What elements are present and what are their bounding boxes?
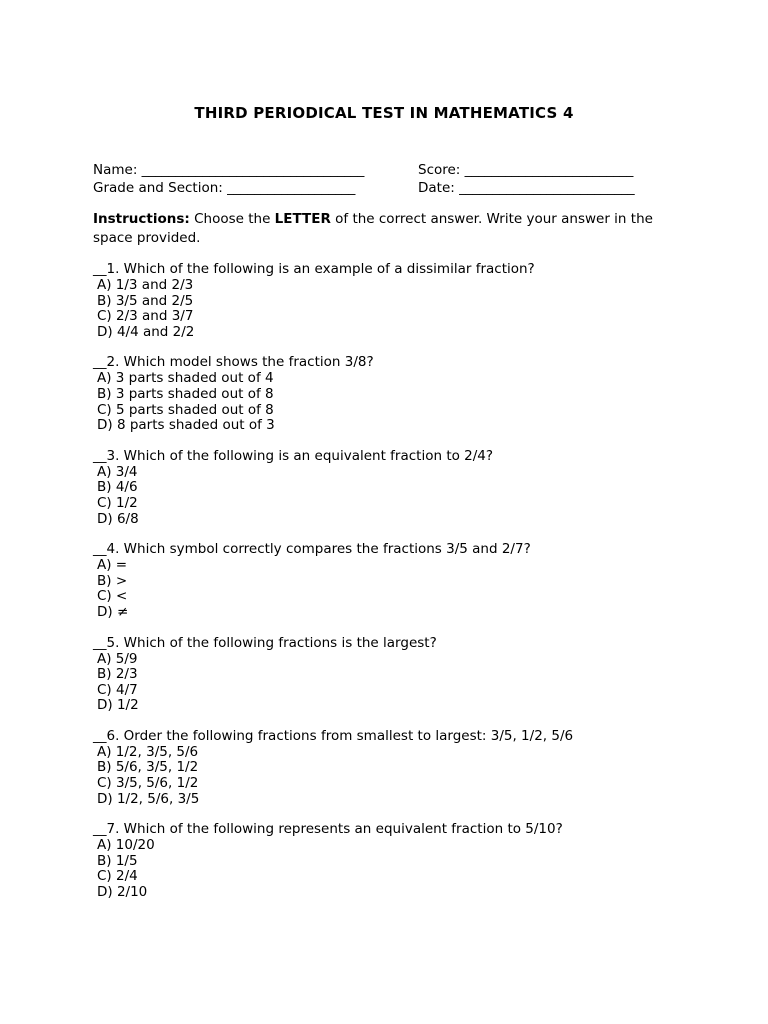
- question-1: [93, 261, 693, 340]
- question-text: __7. Which of the following represents an equivalent fraction to 5/10?: [93, 821, 563, 838]
- option-a: A) 3/4: [97, 463, 138, 480]
- question-text: __4. Which symbol correctly compares the fractions 3/5 and 2/7?: [93, 541, 531, 558]
- option-b: B) 2/3: [97, 666, 138, 683]
- option-a: A) 1/3 and 2/3: [97, 277, 194, 293]
- option-d: D) ≠: [97, 603, 129, 620]
- option-b: B) 1/5: [97, 852, 138, 869]
- question-list: [93, 261, 693, 915]
- option-a: A) 3 parts shaded out of 4: [97, 370, 274, 387]
- option-a: A) 10/20: [97, 837, 155, 854]
- option-c: C) 2/4: [97, 868, 138, 885]
- instructions-emphasis: LETTER: [274, 211, 331, 227]
- page-title: THIRD PERIODICAL TEST IN MATHEMATICS 4: [194, 104, 574, 122]
- option-a: A) =: [97, 557, 128, 574]
- option-c: C) <: [97, 588, 128, 605]
- option-c: C) 5 parts shaded out of 8: [97, 401, 274, 418]
- option-d: D) 1/2: [97, 697, 139, 714]
- instructions-text-2: of the correct answer. Write your answer in the space provided.: [93, 211, 653, 246]
- grade-section-field: Grade and Section: ___________________: [93, 180, 356, 196]
- name-field: Name: _________________________________: [93, 162, 365, 178]
- question-4: [93, 541, 693, 620]
- question-text: __5. Which of the following fractions is the largest?: [93, 634, 437, 651]
- instructions-text-1: Choose the: [189, 211, 275, 227]
- option-c: C) 1/2: [97, 494, 138, 511]
- score-field: Score: _________________________: [418, 162, 634, 178]
- option-c: C) 3/5, 5/6, 1/2: [97, 775, 199, 792]
- question-text: __6. Order the following fractions from smallest to largest: 3/5, 1/2, 5/6: [93, 727, 574, 744]
- instructions-label: Instructions:: [93, 211, 190, 227]
- option-b: B) >: [97, 572, 128, 589]
- question-5: [93, 635, 693, 714]
- option-b: B) 3 parts shaded out of 8: [97, 385, 274, 402]
- option-d: D) 8 parts shaded out of 3: [97, 417, 275, 434]
- option-d: D) 1/2, 5/6, 3/5: [97, 790, 200, 807]
- option-b: B) 4/6: [97, 479, 138, 496]
- option-b: B) 5/6, 3/5, 1/2: [97, 759, 199, 776]
- question-2: [93, 354, 693, 433]
- option-c: C) 2/3 and 3/7: [97, 308, 194, 325]
- date-field: Date: __________________________: [418, 180, 635, 196]
- option-b: B) 3/5 and 2/5: [97, 292, 194, 309]
- question-6: [93, 728, 693, 807]
- question-text: __3. Which of the following is an equivalent fraction to 2/4?: [93, 447, 494, 464]
- question-text: __1. Which of the following is an example of a dissimilar fraction?: [93, 261, 535, 277]
- option-a: A) 5/9: [97, 650, 138, 667]
- question-text: __2. Which model shows the fraction 3/8?: [93, 354, 374, 371]
- option-c: C) 4/7: [97, 681, 138, 698]
- option-d: D) 6/8: [97, 510, 139, 527]
- option-d: D) 2/10: [97, 884, 148, 901]
- question-3: [93, 448, 693, 527]
- option-a: A) 1/2, 3/5, 5/6: [97, 743, 199, 760]
- option-d: D) 4/4 and 2/2: [97, 323, 195, 340]
- instructions: [93, 210, 673, 248]
- question-7: [93, 821, 693, 900]
